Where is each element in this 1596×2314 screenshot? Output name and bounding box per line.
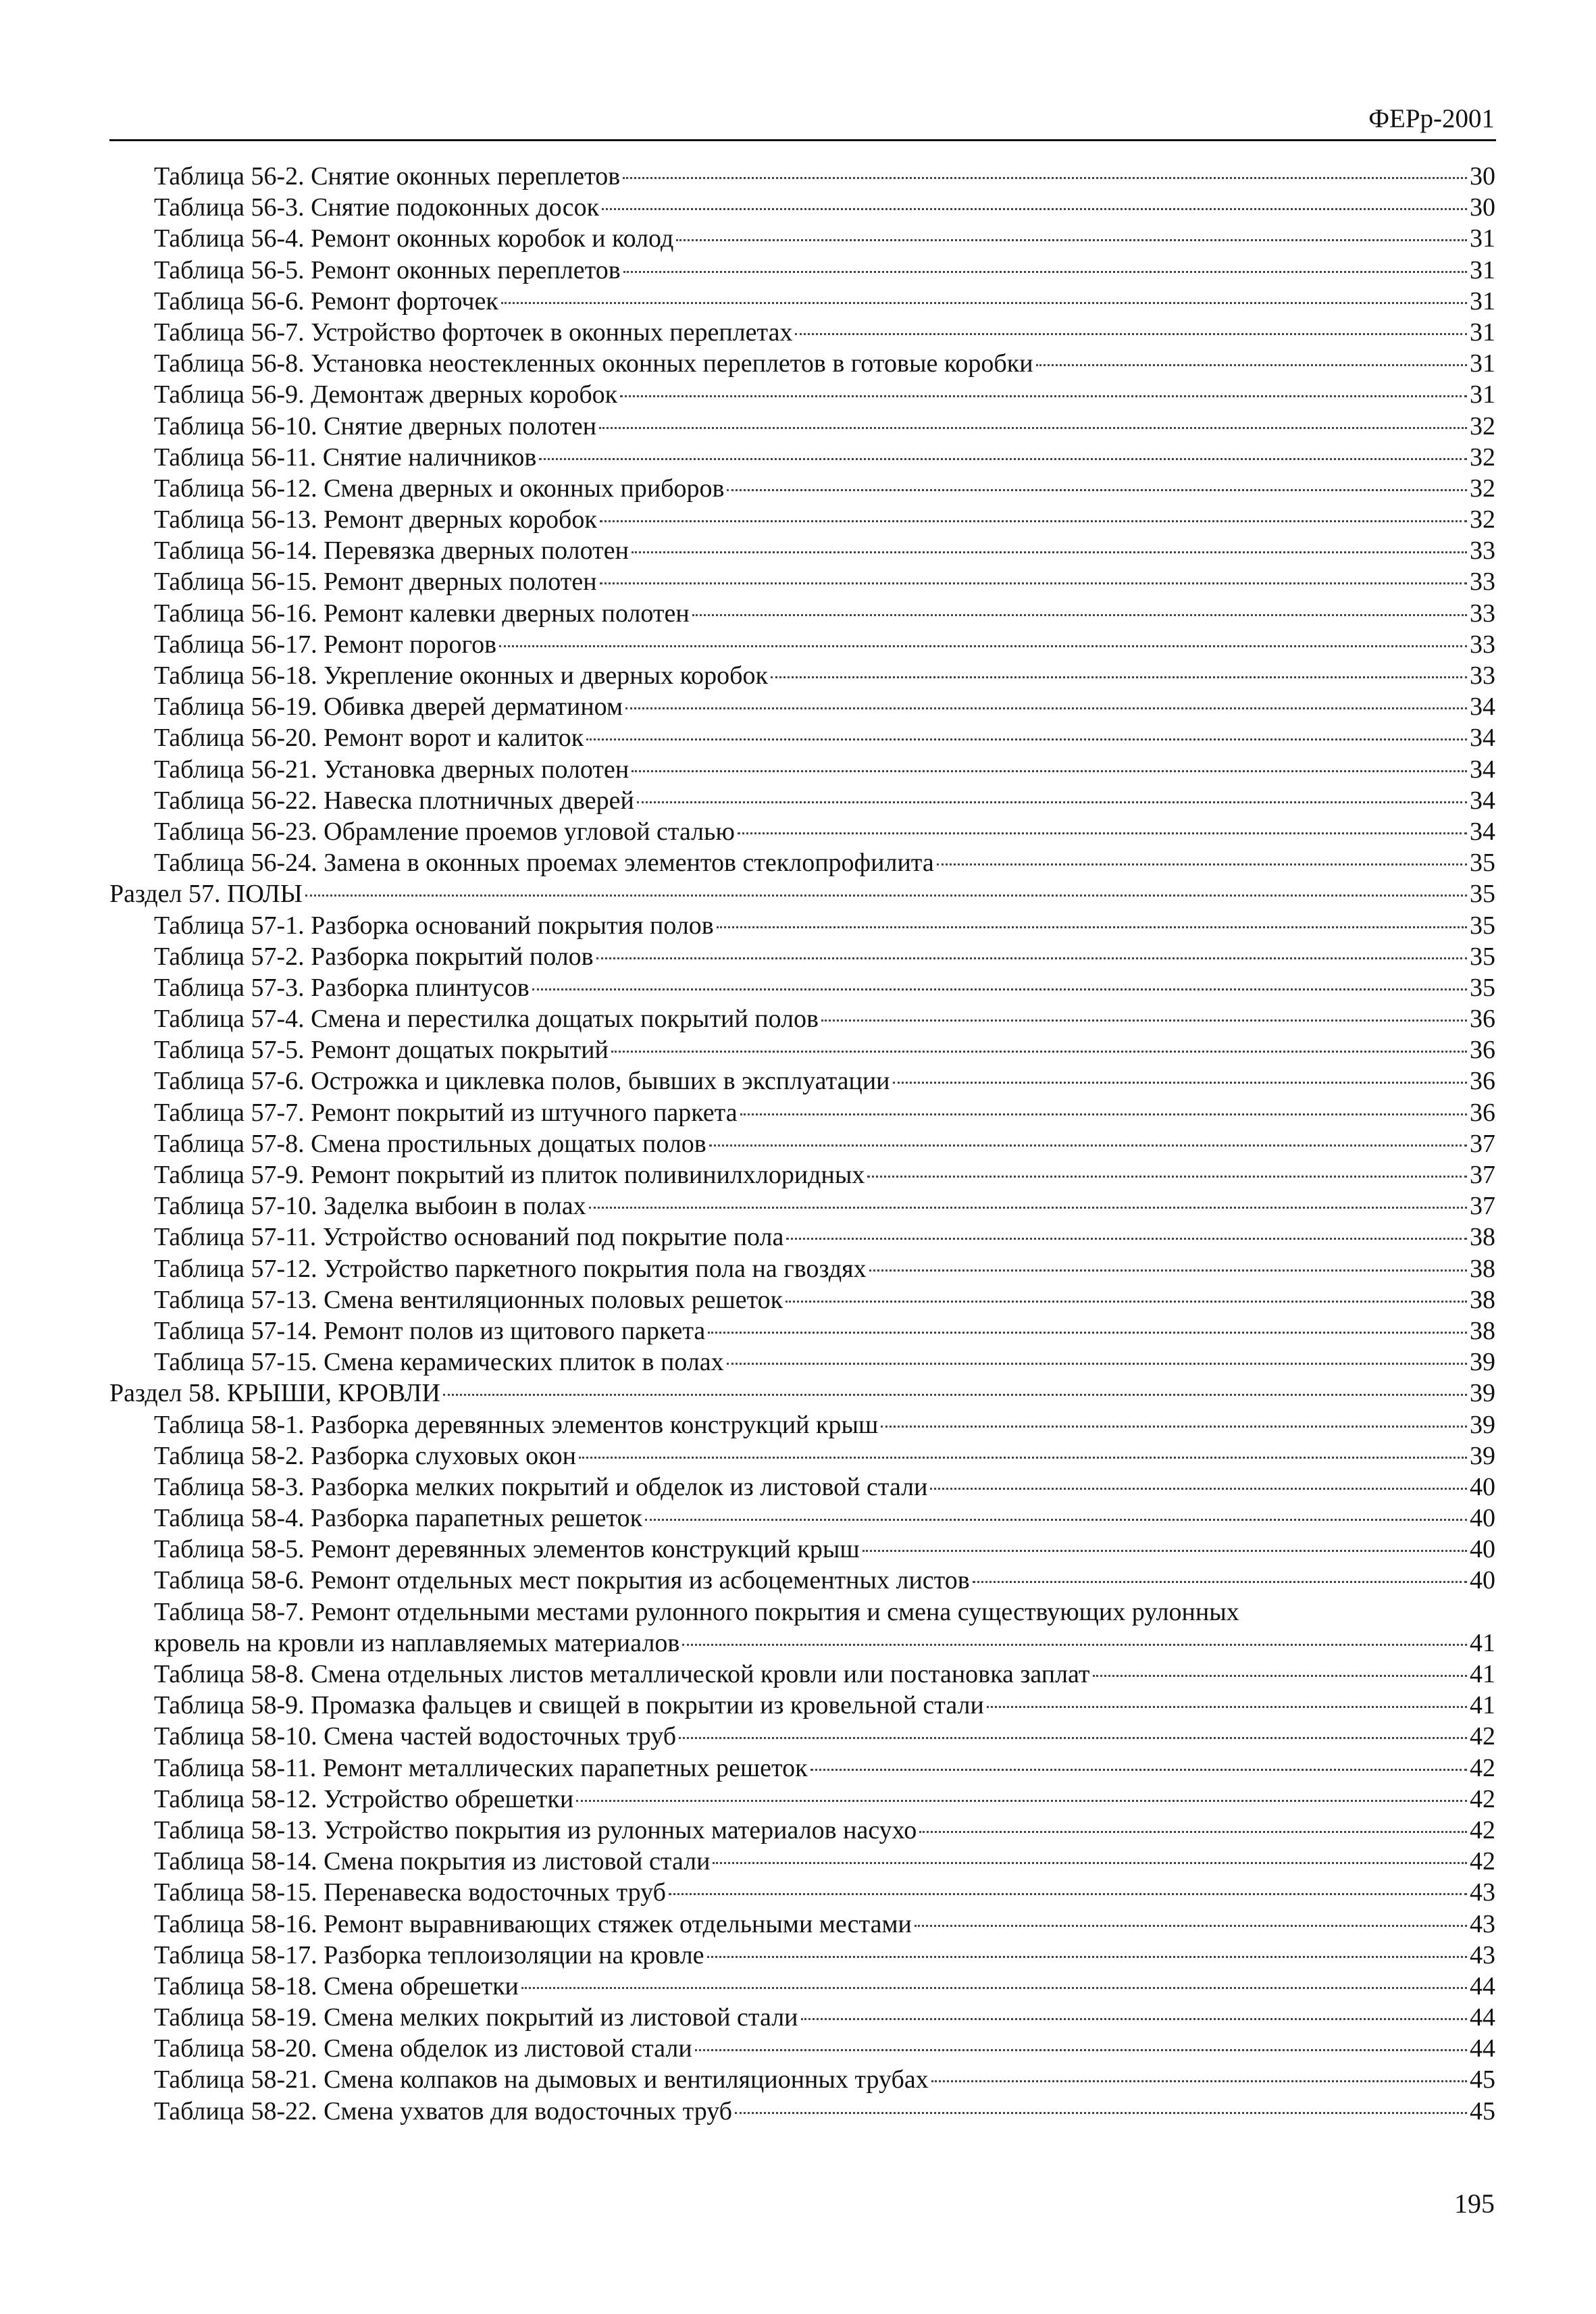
toc-dot-leader (625, 707, 1467, 709)
page-number: 195 (1454, 2188, 1495, 2219)
toc-entry-title: Раздел 58. КРЫШИ, КРОВЛИ (109, 1379, 440, 1408)
toc-entry (109, 1503, 1495, 1534)
toc-entry-page: 35 (1470, 849, 1495, 878)
toc-dot-leader (623, 271, 1467, 273)
toc-dot-leader (708, 1332, 1467, 1334)
toc-entry-page: 36 (1470, 1098, 1495, 1127)
toc-entry-page: 39 (1470, 1348, 1495, 1377)
toc-dot-leader (713, 1862, 1467, 1864)
toc-entry-page: 40 (1470, 1566, 1495, 1595)
toc-entry (109, 1877, 1495, 1908)
toc-entry-page: 34 (1470, 755, 1495, 784)
toc-entry (109, 535, 1495, 566)
toc-entry-title: Таблица 56-9. Демонтаж дверных коробок (154, 380, 618, 409)
toc-entry-title: Таблица 58-22. Смена ухватов для водосточных труб (154, 2096, 733, 2126)
toc-entry-title: Таблица 58-17. Разборка теплоизоляции на кровле (154, 1940, 704, 1969)
toc-entry (109, 1534, 1495, 1565)
toc-entry-page: 41 (1470, 1628, 1495, 1657)
toc-entry-page: 34 (1470, 724, 1495, 753)
toc-entry (109, 1596, 1495, 1628)
toc-entry-page: 33 (1470, 536, 1495, 565)
toc-entry (109, 1846, 1495, 1877)
toc-entry (109, 473, 1495, 504)
toc-entry-page: 30 (1470, 193, 1495, 222)
toc-entry-title: Таблица 56-7. Устройство форточек в оконных переплетах (154, 318, 793, 347)
toc-dot-leader (669, 1893, 1467, 1895)
toc-dot-leader (443, 1394, 1467, 1396)
toc-dot-leader (973, 1581, 1467, 1583)
toc-entry-page: 43 (1470, 1940, 1495, 1969)
toc-entry (109, 722, 1495, 753)
toc-dot-leader (579, 1457, 1467, 1459)
toc-entry-page: 38 (1470, 1285, 1495, 1314)
toc-entry-page: 45 (1470, 2096, 1495, 2126)
toc-entry-page: 34 (1470, 693, 1495, 722)
toc-entry (109, 910, 1495, 941)
toc-entry-title: Таблица 58-15. Перенавеска водосточных труб (154, 1878, 666, 1907)
toc-entry (109, 1940, 1495, 1971)
toc-entry-page: 43 (1470, 1909, 1495, 1938)
toc-entry-page: 37 (1470, 1192, 1495, 1221)
running-header: ФЕРр-2001 (1368, 104, 1495, 133)
toc-entry (109, 348, 1495, 379)
toc-entry-title: Таблица 57-7. Ремонт покрытий из штучного паркета (154, 1098, 738, 1127)
toc-dot-leader (786, 1301, 1467, 1303)
toc-entry-page: 33 (1470, 599, 1495, 628)
toc-dot-leader (501, 302, 1467, 304)
toc-entry-title: Таблица 56-20. Ремонт ворот и калиток (154, 724, 584, 753)
toc-entry-title: Таблица 56-24. Замена в оконных проемах элементов стеклопрофилита (154, 849, 934, 878)
toc-entry (109, 1065, 1495, 1097)
toc-dot-leader (576, 1800, 1467, 1802)
toc-dot-leader (771, 676, 1467, 678)
toc-entry (109, 1315, 1495, 1347)
toc-entry-title: Таблица 58-12. Устройство обрешетки (154, 1784, 574, 1813)
toc-entry (109, 847, 1495, 878)
toc-entry-title: Таблица 57-13. Смена вентиляционных половых решеток (154, 1285, 783, 1314)
toc-entry-page: 37 (1470, 1129, 1495, 1158)
toc-entry-page: 33 (1470, 630, 1495, 659)
toc-dot-leader (521, 1987, 1467, 1989)
toc-entry (109, 161, 1495, 192)
toc-entry-page: 32 (1470, 443, 1495, 472)
toc-entry-title: Таблица 58-20. Смена обделок из листовой стали (154, 2034, 692, 2063)
toc-entry (109, 1721, 1495, 1752)
toc-entry-title: Таблица 58-13. Устройство покрытия из рулонных материалов насухо (154, 1815, 917, 1844)
toc-entry-page: 45 (1470, 2065, 1495, 2094)
toc-entry-page: 32 (1470, 505, 1495, 534)
toc-entry-title: Таблица 56-15. Ремонт дверных полотен (154, 568, 597, 597)
toc-entry-continuation (109, 1628, 1495, 1659)
toc-entry (109, 972, 1495, 1003)
toc-entry-page: 36 (1470, 1036, 1495, 1065)
toc-dot-leader (692, 614, 1467, 616)
toc-entry-title: Таблица 58-1. Разборка деревянных элементов конструкций крыш (154, 1410, 879, 1439)
toc-entry (109, 255, 1495, 286)
toc-entry-title: Таблица 57-12. Устройство паркетного покрытия пола на гвоздях (154, 1254, 867, 1283)
toc-entry-title: Таблица 58-21. Смена колпаков на дымовых и вентиляционных трубах (154, 2065, 929, 2094)
toc-entry (109, 1003, 1495, 1034)
toc-dot-leader (738, 832, 1467, 834)
toc-entry (109, 1690, 1495, 1721)
toc-entry (109, 2033, 1495, 2064)
toc-dot-leader (821, 1020, 1467, 1022)
toc-section (109, 878, 1495, 909)
toc-entry-title: Таблица 56-3. Снятие подоконных досок (154, 193, 600, 222)
toc-entry-title: Таблица 56-13. Ремонт дверных коробок (154, 505, 597, 534)
toc-entry (109, 379, 1495, 410)
toc-dot-leader (709, 1145, 1467, 1147)
toc-entry-title: Таблица 58-11. Ремонт металлических парапетных решеток (154, 1753, 808, 1782)
toc-entry-title: Таблица 57-1. Разборка оснований покрытия полов (154, 911, 714, 940)
toc-dot-leader (863, 1550, 1467, 1552)
toc-entry-title: Таблица 56-12. Смена дверных и оконных приборов (154, 474, 725, 503)
toc-dot-leader (801, 2018, 1468, 2020)
toc-dot-leader (931, 2080, 1467, 2082)
toc-entry-page: 38 (1470, 1223, 1495, 1252)
toc-entry-title: Таблица 56-4. Ремонт оконных коробок и колод (154, 224, 674, 253)
toc-entry-title: Таблица 57-9. Ремонт покрытий из плиток поливинилхлоридных (154, 1161, 865, 1189)
toc-entry (109, 1284, 1495, 1315)
toc-entry-title: Таблица 56-10. Снятие дверных полотен (154, 411, 597, 441)
toc-dot-leader (305, 895, 1467, 897)
toc-entry-title: Таблица 56-21. Установка дверных полотен (154, 755, 629, 784)
toc-entry-page: 31 (1470, 318, 1495, 347)
toc-entry-page: 42 (1470, 1784, 1495, 1813)
toc-dot-leader (632, 551, 1467, 553)
toc-entry-page: 37 (1470, 1161, 1495, 1189)
toc-entry-page: 36 (1470, 1067, 1495, 1096)
toc-entry (109, 1159, 1495, 1190)
toc-entry-title: Таблица 58-18. Смена обрешетки (154, 1971, 519, 2001)
toc-dot-leader (727, 1363, 1467, 1365)
toc-entry-title: Таблица 57-10. Заделка выбоин в полах (154, 1192, 586, 1221)
toc-entry-page: 38 (1470, 1316, 1495, 1345)
toc-dot-leader (695, 2049, 1467, 2051)
toc-dot-leader (867, 1176, 1467, 1178)
toc-entry-title: Таблица 58-19. Смена мелких покрытий из листовой стали (154, 2003, 798, 2032)
toc-entry-page: 31 (1470, 349, 1495, 378)
toc-dot-leader (682, 1644, 1467, 1646)
toc-dot-leader (1036, 364, 1467, 366)
toc-dot-leader (727, 489, 1467, 491)
toc-dot-leader (676, 239, 1467, 241)
toc-entry-page: 30 (1470, 162, 1495, 191)
toc-dot-leader (810, 1769, 1467, 1771)
toc-entry-page: 42 (1470, 1815, 1495, 1844)
toc-entry-title: Таблица 56-5. Ремонт оконных переплетов (154, 255, 621, 284)
toc-entry (109, 1753, 1495, 1784)
toc-entry-page: 34 (1470, 817, 1495, 846)
toc-entry-title: Таблица 58-8. Смена отдельных листов металлической кровли или постановка заплат (154, 1660, 1090, 1688)
toc-dot-leader (611, 1051, 1467, 1053)
toc-entry-page: 41 (1470, 1691, 1495, 1720)
toc-dot-leader (869, 1269, 1467, 1272)
toc-entry (109, 2064, 1495, 2095)
toc-dot-leader (589, 1207, 1467, 1209)
toc-dot-leader (717, 926, 1467, 928)
toc-entry-title: Таблица 57-2. Разборка покрытий полов (154, 942, 594, 971)
toc-entry-page: 31 (1470, 286, 1495, 316)
toc-entry-page: 33 (1470, 568, 1495, 597)
toc-entry-page: 40 (1470, 1472, 1495, 1501)
toc-entry-page: 44 (1470, 1971, 1495, 2001)
toc-entry-title: Таблица 58-2. Разборка слуховых окон (154, 1441, 576, 1470)
toc-entry-page: 39 (1470, 1410, 1495, 1439)
toc-entry (109, 598, 1495, 629)
toc-dot-leader (602, 208, 1467, 210)
toc-entry (109, 192, 1495, 223)
toc-dot-leader (881, 1426, 1467, 1428)
toc-entry-title: Таблица 56-19. Обивка дверей дерматином (154, 693, 623, 722)
toc-entry-page: 40 (1470, 1504, 1495, 1533)
toc-entry-page: 34 (1470, 786, 1495, 815)
toc-entry-title: Таблица 58-9. Промазка фальцев и свищей в покрытии из кровельной стали (154, 1691, 984, 1720)
toc-entry-page: 44 (1470, 2034, 1495, 2063)
toc-entry-page: 32 (1470, 411, 1495, 441)
toc-entry-title: Таблица 58-14. Смена покрытия из листовой стали (154, 1847, 711, 1876)
toc-entry-title: Таблица 56-6. Ремонт форточек (154, 286, 498, 316)
toc-dot-leader (499, 645, 1467, 647)
toc-entry-page: 38 (1470, 1254, 1495, 1283)
toc-entry-title: Таблица 57-5. Ремонт дощатых покрытий (154, 1036, 609, 1065)
toc-dot-leader (623, 177, 1467, 179)
toc-entry (109, 317, 1495, 348)
toc-entry-page: 42 (1470, 1753, 1495, 1782)
toc-entry-title: Таблица 56-16. Ремонт калевки дверных полотен (154, 599, 690, 628)
toc-entry-title: Таблица 56-8. Установка неостекленных оконных переплетов в готовые коробки (154, 349, 1033, 378)
toc-dot-leader (539, 458, 1467, 460)
toc-entry (109, 442, 1495, 473)
toc-dot-leader (735, 2112, 1467, 2114)
toc-entry-title: Таблица 56-22. Навеска плотничных дверей (154, 786, 634, 815)
toc-entry (109, 2096, 1495, 2127)
toc-dot-leader (645, 1519, 1467, 1521)
toc-entry (109, 1659, 1495, 1690)
toc-entry (109, 629, 1495, 660)
toc-entry-page: 31 (1470, 224, 1495, 253)
toc-entry-title: Таблица 57-15. Смена керамических плиток в полах (154, 1348, 724, 1377)
toc-entry (109, 566, 1495, 597)
toc-entry (109, 1409, 1495, 1440)
toc-dot-leader (937, 863, 1467, 865)
toc-entry (109, 1909, 1495, 1940)
toc-entry-page: 41 (1470, 1660, 1495, 1688)
toc-entry (109, 660, 1495, 691)
toc-dot-leader (786, 1238, 1467, 1240)
toc-entry-page: 35 (1470, 911, 1495, 940)
toc-dot-leader (637, 801, 1467, 803)
toc-entry-title: Таблица 56-23. Обрамление проемов угловой сталью (154, 817, 735, 846)
toc-entry (109, 1190, 1495, 1222)
toc-entry-title: Таблица 58-6. Ремонт отдельных мест покрытия из асбоцементных листов (154, 1566, 970, 1595)
toc-entry-page: 43 (1470, 1878, 1495, 1907)
toc-entry-title: Таблица 56-11. Снятие наличников (154, 443, 537, 472)
toc-entry-title: Таблица 57-8. Смена простильных дощатых полов (154, 1129, 706, 1158)
toc-dot-leader (586, 738, 1467, 740)
toc-entry-page: 35 (1470, 942, 1495, 971)
toc-entry-page: 40 (1470, 1535, 1495, 1564)
toc-entry-title: Таблица 57-4. Смена и перестилка дощатых покрытий полов (154, 1005, 819, 1034)
toc-entry-title: Таблица 57-11. Устройство оснований под покрытие пола (154, 1223, 784, 1252)
toc-entry (109, 286, 1495, 317)
toc-dot-leader (679, 1737, 1467, 1739)
toc-entry-page: 39 (1470, 1379, 1495, 1408)
toc-dot-leader (632, 770, 1467, 772)
toc-entry-title: Таблица 56-14. Перевязка дверных полотен (154, 536, 629, 565)
toc-entry-title: Таблица 58-5. Ремонт деревянных элементов конструкций крыш (154, 1535, 860, 1564)
toc-entry-title: Таблица 58-16. Ремонт выравнивающих стяжек отдельными местами (154, 1909, 912, 1938)
toc-entry-title: Таблица 56-17. Ремонт порогов (154, 630, 497, 659)
toc-entry (109, 941, 1495, 972)
toc-entry (109, 223, 1495, 254)
toc-entry (109, 504, 1495, 535)
toc-entry-page: 35 (1470, 973, 1495, 1002)
toc-entry-title: Таблица 57-14. Ремонт полов из щитового паркета (154, 1316, 706, 1345)
toc-dot-leader (596, 957, 1467, 959)
toc-entry (109, 1128, 1495, 1159)
toc-entry (109, 754, 1495, 785)
toc-entry-title: Таблица 58-4. Разборка парапетных решеток (154, 1504, 643, 1533)
toc-entry-title: Раздел 57. ПОЛЫ (109, 880, 303, 909)
toc-dot-leader (532, 988, 1467, 990)
toc-dot-leader (1093, 1675, 1467, 1677)
toc-entry-title: Таблица 57-6. Острожка и циклевка полов, бывших в эксплуатации (154, 1067, 890, 1096)
toc-entry-title: Таблица 56-2. Снятие оконных переплетов (154, 162, 621, 191)
toc-entry (109, 1784, 1495, 1815)
toc-entry (109, 1472, 1495, 1503)
toc-dot-leader (795, 333, 1467, 335)
toc-dot-leader (599, 427, 1467, 429)
toc-dot-leader (600, 582, 1467, 584)
toc-entry (109, 1253, 1495, 1284)
toc-entry-title: Таблица 58-7. Ремонт отдельными местами рулонного покрытия и смена существующих рулонных (154, 1597, 1239, 1626)
toc-entry (109, 1815, 1495, 1846)
toc-entry (109, 785, 1495, 816)
toc-dot-leader (620, 395, 1467, 397)
toc-entry-title: Таблица 58-3. Разборка мелких покрытий и обделок из листовой стали (154, 1472, 928, 1501)
toc-entry-page: 44 (1470, 2003, 1495, 2032)
toc-entry-title: Таблица 56-18. Укрепление оконных и дверных коробок (154, 661, 768, 690)
toc-dot-leader (919, 1831, 1467, 1833)
toc-dot-leader (893, 1082, 1467, 1084)
toc-entry (109, 1565, 1495, 1596)
toc-entry-page: 31 (1470, 380, 1495, 409)
toc-entry-title: Таблица 58-10. Смена частей водосточных труб (154, 1722, 677, 1751)
toc-dot-leader (930, 1488, 1467, 1490)
toc-dot-leader (987, 1706, 1467, 1708)
toc-entry-page: 36 (1470, 1005, 1495, 1034)
toc-dot-leader (707, 1956, 1467, 1958)
toc-entry (109, 691, 1495, 722)
toc-entry (109, 1971, 1495, 2002)
toc-entry (109, 1034, 1495, 1065)
toc-entry-page: 42 (1470, 1722, 1495, 1751)
header-rule (109, 139, 1496, 141)
toc-entry-title-continuation: кровель на кровли из наплавляемых материалов (154, 1628, 680, 1657)
toc-entry-page: 39 (1470, 1441, 1495, 1470)
toc-entry-page: 32 (1470, 474, 1495, 503)
toc-entry (109, 1440, 1495, 1472)
toc-dot-leader (740, 1113, 1467, 1115)
toc-entry (109, 2002, 1495, 2033)
toc-dot-leader (915, 1925, 1467, 1927)
toc-entry (109, 816, 1495, 847)
toc-entry-page: 31 (1470, 255, 1495, 284)
toc-entry-page: 33 (1470, 661, 1495, 690)
toc-entry-title: Таблица 57-3. Разборка плинтусов (154, 973, 530, 1002)
toc-entry (109, 1347, 1495, 1378)
toc-entry (109, 1222, 1495, 1253)
toc-section (109, 1378, 1495, 1409)
toc-dot-leader (600, 520, 1467, 522)
table-of-contents (109, 161, 1495, 2127)
toc-entry-page: 35 (1470, 880, 1495, 909)
toc-entry-page: 42 (1470, 1847, 1495, 1876)
toc-entry (109, 1097, 1495, 1128)
toc-entry (109, 411, 1495, 442)
